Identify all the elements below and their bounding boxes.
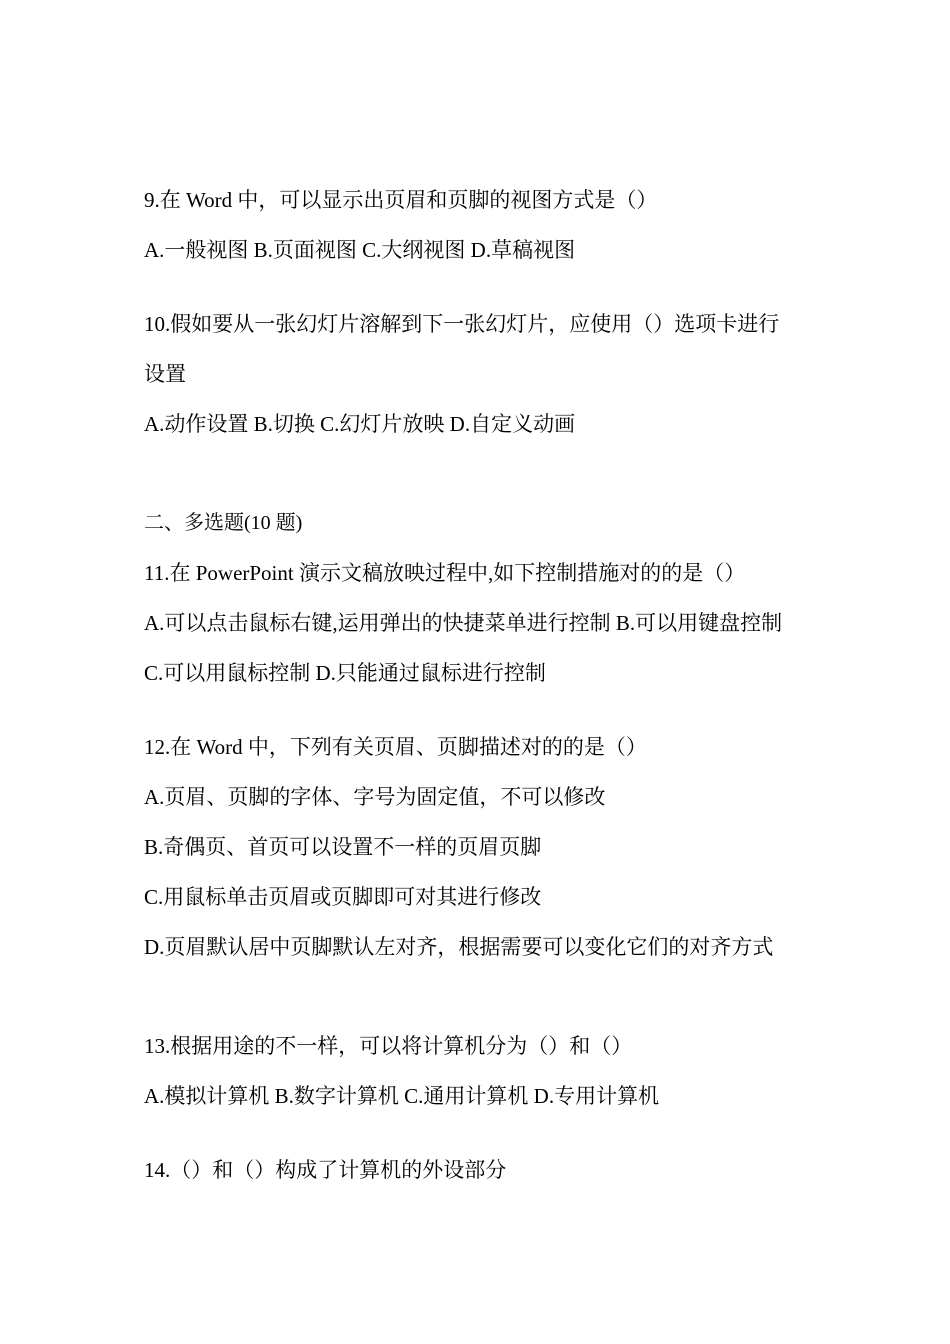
question-11-stem: 11.在 PowerPoint 演示文稿放映过程中,如下控制措施对的的是（） xyxy=(144,561,746,585)
question-9-stem: 9.在 Word 中，可以显示出页眉和页脚的视图方式是（） xyxy=(144,188,658,212)
question-11-options-line-2: C.可以用鼠标控制 D.只能通过鼠标进行控制 xyxy=(144,661,546,685)
section-heading: 二、多选题(10 题) xyxy=(144,512,303,534)
question-12-stem: 12.在 Word 中，下列有关页眉、页脚描述对的的是（） xyxy=(144,735,647,759)
question-12-option-b: B.奇偶页、首页可以设置不一样的页眉页脚 xyxy=(144,835,542,859)
question-14-stem: 14.（）和（）构成了计算机的外设部分 xyxy=(144,1158,507,1182)
question-9-options: A.一般视图 B.页面视图 C.大纲视图 D.草稿视图 xyxy=(144,238,576,262)
question-12-option-a: A.页眉、页脚的字体、字号为固定值，不可以修改 xyxy=(144,785,606,809)
question-10-stem: 10.假如要从一张幻灯片溶解到下一张幻灯片，应使用（）选项卡进行 xyxy=(144,312,780,336)
question-13-options: A.模拟计算机 B.数字计算机 C.通用计算机 D.专用计算机 xyxy=(144,1084,660,1108)
question-11-options-line-1: A.可以点击鼠标右键,运用弹出的快捷菜单进行控制 B.可以用键盘控制 xyxy=(144,611,783,635)
question-13-stem: 13.根据用途的不一样，可以将计算机分为（）和（） xyxy=(144,1034,633,1058)
question-10-stem-continued: 设置 xyxy=(144,362,186,386)
question-12-option-d: D.页眉默认居中页脚默认左对齐，根据需要可以变化它们的对齐方式 xyxy=(144,935,774,959)
question-12-option-c: C.用鼠标单击页眉或页脚即可对其进行修改 xyxy=(144,885,542,909)
question-10-options: A.动作设置 B.切换 C.幻灯片放映 D.自定义动画 xyxy=(144,412,576,436)
